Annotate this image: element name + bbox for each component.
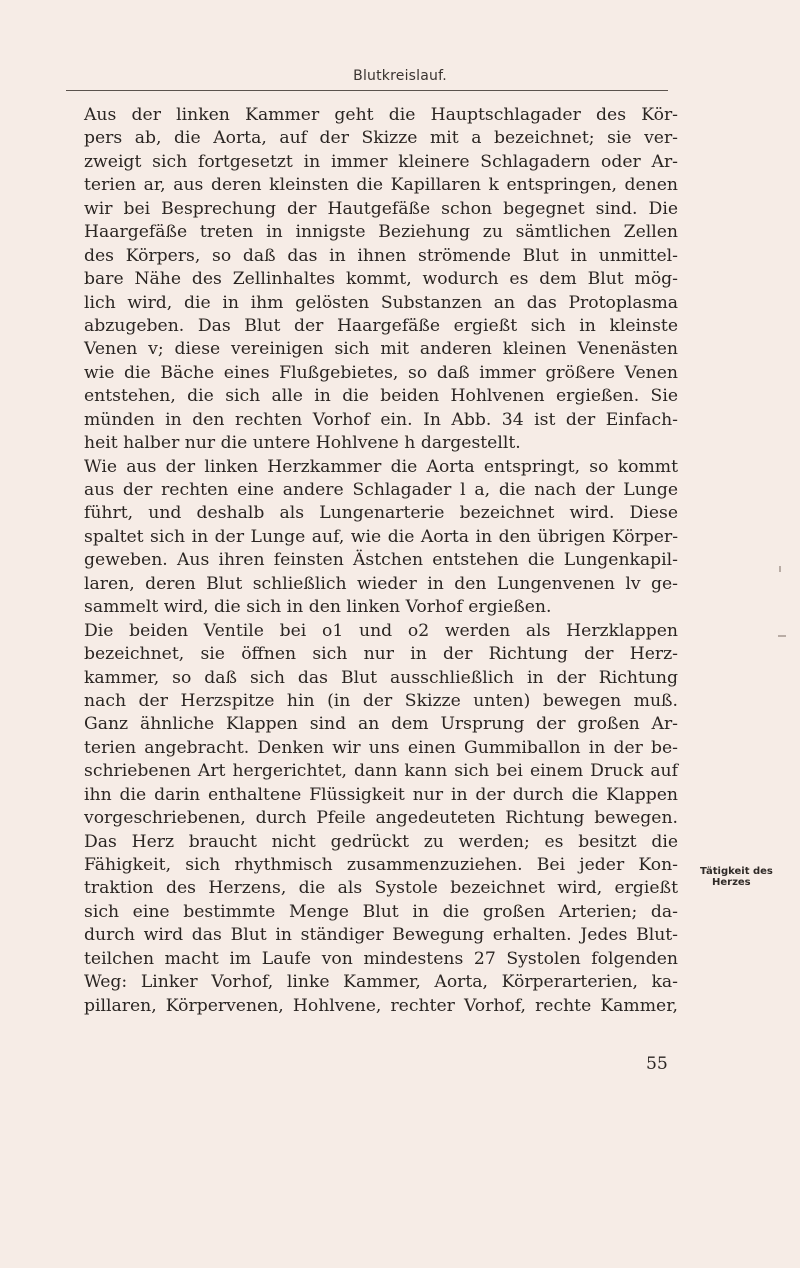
margin-note-line: Herzes bbox=[712, 877, 751, 888]
text-line: durch wird das Blut in ständiger Bewegung erhalten. Jedes Blut- bbox=[84, 925, 678, 946]
text-line: Das Herz braucht nicht gedrückt zu werden; es besitzt die bbox=[84, 831, 678, 852]
text-line: münden in den rechten Vorhof ein. In Abb. 34 ist der Einfach- bbox=[84, 409, 678, 430]
text-line: sammelt wird, die sich in den linken Vorhof ergießen. bbox=[84, 597, 552, 618]
text-line: abzugeben. Das Blut der Haargefäße ergießt sich in kleinste bbox=[84, 315, 678, 336]
text-line: wie die Bäche eines Flußgebietes, so daß immer größere Venen bbox=[84, 362, 678, 383]
text-line: teilchen macht im Laufe von mindestens 27 Systolen folgenden bbox=[84, 948, 678, 969]
text-line: geweben. Aus ihren feinsten Ästchen entstehen die Lungenkapil- bbox=[84, 550, 678, 571]
text-line: Weg: Linker Vorhof, linke Kammer, Aorta, Körperarterien, ka- bbox=[84, 972, 678, 993]
paper-speck bbox=[779, 566, 781, 572]
text-line: sich eine bestimmte Menge Blut in die großen Arterien; da- bbox=[84, 901, 678, 922]
text-line: heit halber nur die untere Hohlvene h dargestellt. bbox=[84, 433, 521, 454]
text-line: laren, deren Blut schließlich wieder in den Lungenvenen lv ge- bbox=[84, 573, 678, 594]
text-line: wir bei Besprechung der Hautgefäße schon begegnet sind. Die bbox=[84, 198, 678, 219]
text-line: pillaren, Körpervenen, Hohlvene, rechter Vorhof, rechte Kammer, bbox=[84, 995, 678, 1016]
text-line: spaltet sich in der Lunge auf, wie die Aorta in den übrigen Körper- bbox=[84, 526, 678, 547]
text-line: Wie aus der linken Herzkammer die Aorta entspringt, so kommt bbox=[84, 456, 678, 477]
text-line: bezeichnet, sie öffnen sich nur in der Richtung der Herz- bbox=[84, 644, 678, 665]
text-line: kammer, so daß sich das Blut ausschließlich in der Richtung bbox=[84, 667, 678, 688]
text-line: ihn die darin enthaltene Flüssigkeit nur in der durch die Klappen bbox=[84, 784, 678, 805]
text-line: schriebenen Art hergerichtet, dann kann sich bei einem Druck auf bbox=[84, 761, 678, 782]
text-line: terien angebracht. Denken wir uns einen Gummiballon in der be- bbox=[84, 737, 678, 758]
text-line: Venen v; diese vereinigen sich mit anderen kleinen Venenästen bbox=[84, 339, 678, 360]
text-line: entstehen, die sich alle in die beiden Hohlvenen ergießen. Sie bbox=[84, 386, 678, 407]
text-line: nach der Herzspitze hin (in der Skizze unten) bewegen muß. bbox=[84, 690, 678, 711]
margin-note-line: Tätigkeit des bbox=[700, 866, 773, 877]
text-line: führt, und deshalb als Lungenarterie bezeichnet wird. Diese bbox=[84, 503, 678, 524]
text-line: traktion des Herzens, die als Systole bezeichnet wird, ergießt bbox=[84, 878, 678, 899]
text-line: des Körpers, so daß das in ihnen strömende Blut in unmittel- bbox=[84, 245, 678, 266]
text-line: pers ab, die Aorta, auf der Skizze mit a bezeichnet; sie ver- bbox=[84, 128, 678, 149]
text-line: vorgeschriebenen, durch Pfeile angedeuteten Richtung bewegen. bbox=[84, 808, 678, 829]
paper-speck bbox=[778, 635, 786, 637]
text-line: Haargefäße treten in innigste Beziehung zu sämtlichen Zellen bbox=[84, 222, 678, 243]
margin-note bbox=[700, 866, 773, 888]
text-line: Fähigkeit, sich rhythmisch zusammenzuziehen. Bei jeder Kon- bbox=[84, 855, 678, 875]
body-text bbox=[84, 104, 678, 1018]
page-number: 55 bbox=[646, 1054, 668, 1074]
running-head: Blutkreislauf. bbox=[353, 68, 447, 84]
text-line: aus der rechten eine andere Schlagader l a, die nach der Lunge bbox=[84, 480, 678, 500]
text-line: Die beiden Ventile bei o1 und o2 werden als Herzklappen bbox=[84, 620, 678, 641]
text-line: Aus der linken Kammer geht die Hauptschlagader des Kör- bbox=[84, 105, 678, 125]
text-line: zweigt sich fortgesetzt in immer kleinere Schlagadern oder Ar- bbox=[84, 151, 678, 172]
text-line: bare Nähe des Zellinhaltes kommt, wodurch es dem Blut mög- bbox=[84, 269, 678, 290]
text-line: lich wird, die in ihm gelösten Substanzen an das Protoplasma bbox=[84, 292, 678, 313]
header-rule bbox=[66, 90, 668, 91]
text-line: terien ar, aus deren kleinsten die Kapillaren k entspringen, denen bbox=[84, 175, 678, 196]
text-line: Ganz ähnliche Klappen sind an dem Ursprung der großen Ar- bbox=[84, 714, 678, 735]
